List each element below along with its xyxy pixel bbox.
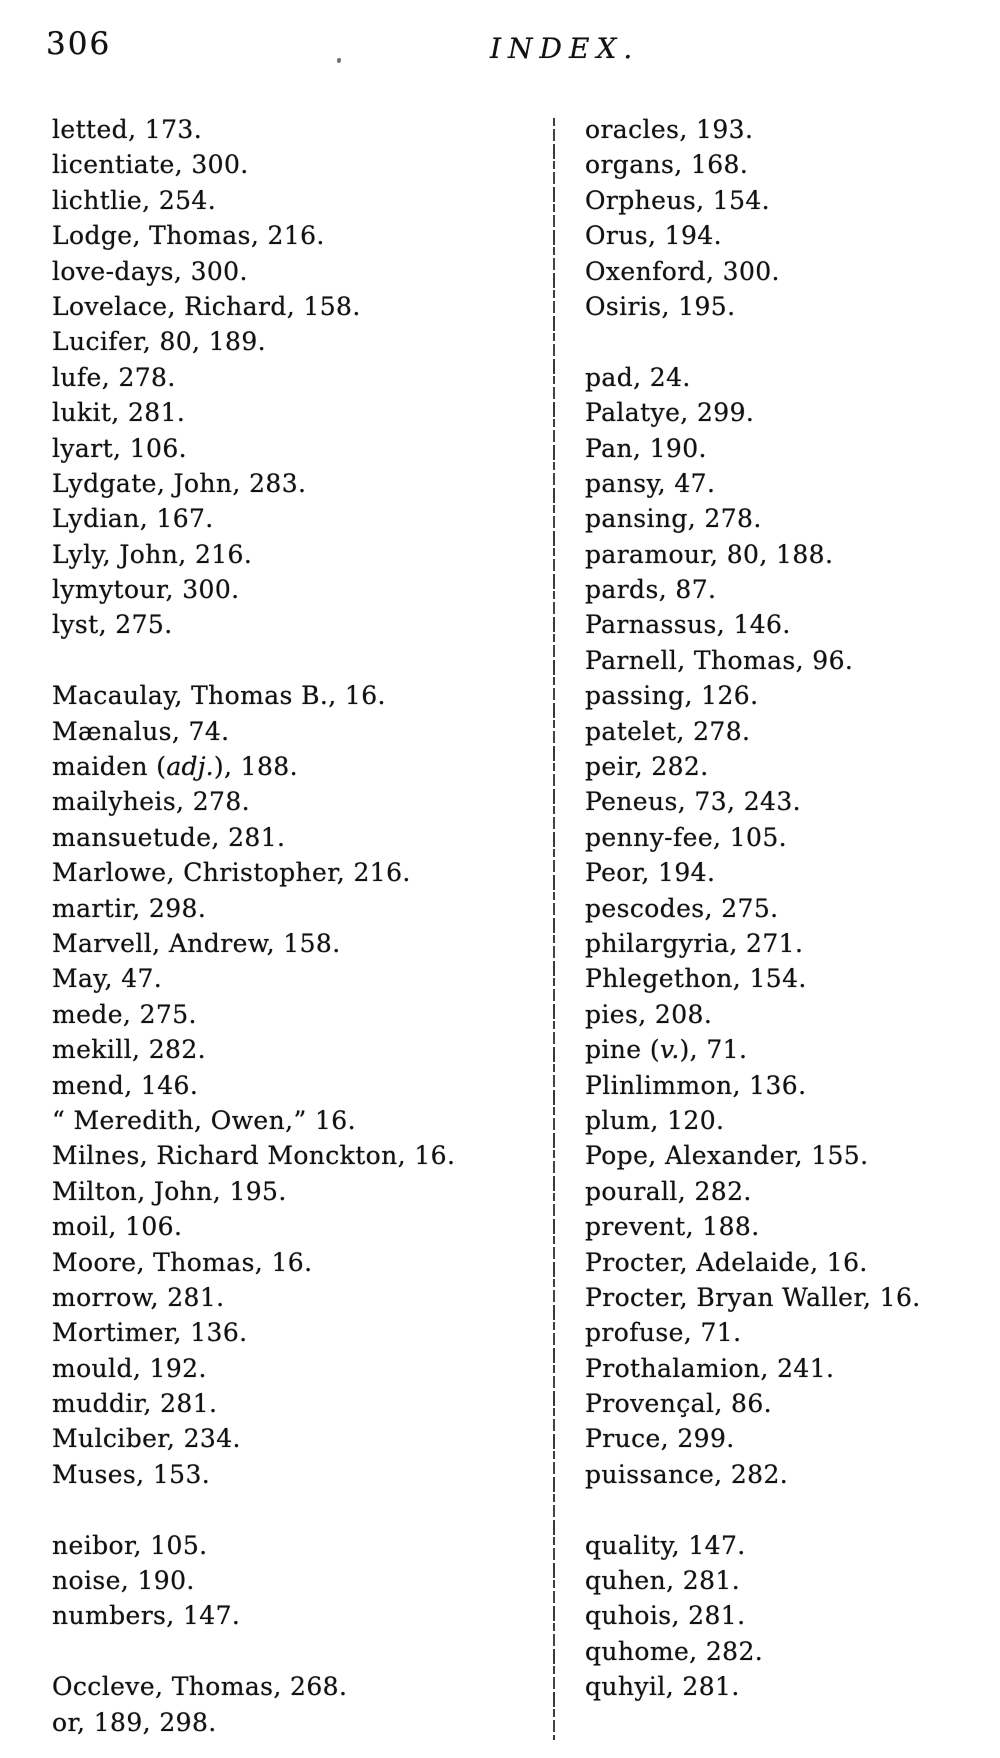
index-entry: quhyil, 281.: [585, 1672, 740, 1702]
index-entry: paramour, 80, 188.: [585, 539, 834, 569]
index-entry: mend, 146.: [52, 1070, 199, 1100]
index-entry: Marlowe, Christopher, 216.: [52, 858, 411, 888]
index-entry: mansuetude, 281.: [52, 822, 286, 852]
index-entry: philargyria, 271.: [585, 928, 804, 958]
index-entry: Muses, 153.: [52, 1459, 211, 1489]
index-entry: muddir, 281.: [52, 1389, 218, 1419]
index-entry: Oxenford, 300.: [585, 256, 780, 286]
index-entry: plum, 120.: [585, 1105, 725, 1135]
index-entry: lyst, 275.: [52, 610, 173, 640]
index-entry: Moore, Thomas, 16.: [52, 1247, 313, 1277]
column-gap: [585, 324, 985, 359]
index-entry: Pan, 190.: [585, 433, 707, 463]
ink-speck: [337, 58, 341, 63]
column-gap: [52, 1492, 522, 1527]
index-entry: letted, 173.: [52, 115, 203, 144]
index-entry: prevent, 188.: [585, 1212, 760, 1242]
column-gap: [52, 643, 522, 678]
index-entry: Mænalus, 74.: [52, 716, 230, 746]
index-entry: noise, 190.: [52, 1566, 195, 1596]
index-entry: Pope, Alexander, 155.: [585, 1141, 869, 1171]
index-entry: lyart, 106.: [52, 433, 187, 463]
index-entry: pansy, 47.: [585, 468, 716, 498]
index-entry: morrow, 281.: [52, 1282, 225, 1312]
index-column-left: [52, 112, 522, 1740]
index-entry: Procter, Bryan Waller, 16.: [585, 1282, 921, 1312]
index-entry: Milton, John, 195.: [52, 1176, 287, 1206]
index-entry: Lucifer, 80, 189.: [52, 327, 267, 357]
page-number: 306: [46, 26, 112, 62]
index-entry: Parnell, Thomas, 96.: [585, 645, 854, 675]
index-entry: Peor, 194.: [585, 858, 716, 888]
index-entry: Orpheus, 154.: [585, 185, 771, 215]
index-entry: pad, 24.: [585, 362, 691, 392]
index-entry: Provençal, 86.: [585, 1389, 772, 1419]
index-entry: Marvell, Andrew, 158.: [52, 928, 341, 958]
index-entry: penny-fee, 105.: [585, 822, 787, 852]
index-entry: pine (v.), 71.: [585, 1035, 748, 1065]
index-entry: Lovelace, Richard, 158.: [52, 291, 361, 321]
index-entry: puissance, 282.: [585, 1459, 789, 1489]
index-entry: mould, 192.: [52, 1353, 207, 1383]
index-entry: licentiate, 300.: [52, 150, 249, 180]
column-divider: [553, 118, 555, 1740]
index-entry: passing, 126.: [585, 681, 759, 711]
index-entry: or, 189, 298.: [52, 1707, 217, 1737]
index-entry: Parnassus, 146.: [585, 610, 791, 640]
index-entry: Lodge, Thomas, 216.: [52, 221, 325, 251]
index-entry: Pruce, 299.: [585, 1424, 735, 1454]
index-entry: Lydian, 167.: [52, 504, 214, 534]
index-entry: moil, 106.: [52, 1212, 183, 1242]
index-entry: pies, 208.: [585, 999, 713, 1029]
page-header-title: INDEX.: [490, 32, 640, 65]
index-entry: peir, 282.: [585, 752, 709, 782]
index-entry: mekill, 282.: [52, 1035, 206, 1065]
index-entry: oracles, 193.: [585, 115, 754, 144]
index-entry: pansing, 278.: [585, 504, 762, 534]
index-entry: “ Meredith, Owen,” 16.: [52, 1105, 356, 1135]
index-entry: organs, 168.: [585, 150, 749, 180]
index-entry: May, 47.: [52, 964, 163, 994]
index-entry: Lydgate, John, 283.: [52, 468, 307, 498]
index-entry: quality, 147.: [585, 1530, 746, 1560]
index-entry: mailyheis, 278.: [52, 787, 251, 817]
index-entry: lymytour, 300.: [52, 575, 240, 605]
index-entry: lufe, 278.: [52, 362, 176, 392]
index-column-right: [585, 112, 985, 1705]
index-entry: Phlegethon, 154.: [585, 964, 807, 994]
index-entry: Mortimer, 136.: [52, 1318, 248, 1348]
column-gap: [52, 1634, 522, 1669]
index-entry: lukit, 281.: [52, 398, 186, 428]
index-entry: Milnes, Richard Monckton, 16.: [52, 1141, 456, 1171]
index-entry: Peneus, 73, 243.: [585, 787, 801, 817]
index-entry: quhen, 281.: [585, 1566, 741, 1596]
index-entry: maiden (adj.), 188.: [52, 752, 298, 782]
column-gap: [585, 1492, 985, 1527]
index-entry: quhois, 281.: [585, 1601, 746, 1631]
index-entry: lichtlie, 254.: [52, 185, 217, 215]
index-entry: patelet, 278.: [585, 716, 751, 746]
index-entry: Lyly, John, 216.: [52, 539, 253, 569]
index-entry: profuse, 71.: [585, 1318, 742, 1348]
index-entry: Mulciber, 234.: [52, 1424, 241, 1454]
index-entry: Plinlimmon, 136.: [585, 1070, 807, 1100]
index-entry: martir, 298.: [52, 893, 207, 923]
index-entry: Palatye, 299.: [585, 398, 755, 428]
index-entry: pourall, 282.: [585, 1176, 752, 1206]
index-entry: Occleve, Thomas, 268.: [52, 1672, 348, 1702]
index-entry: Osiris, 195.: [585, 291, 736, 321]
index-entry: pescodes, 275.: [585, 893, 779, 923]
index-entry: Prothalamion, 241.: [585, 1353, 835, 1383]
index-entry: neibor, 105.: [52, 1530, 208, 1560]
index-entry: Macaulay, Thomas B., 16.: [52, 681, 386, 711]
index-entry: mede, 275.: [52, 999, 197, 1029]
index-entry: Procter, Adelaide, 16.: [585, 1247, 868, 1277]
index-entry: Orus, 194.: [585, 221, 722, 251]
index-entry: quhome, 282.: [585, 1636, 764, 1666]
index-entry: pards, 87.: [585, 575, 717, 605]
index-entry: numbers, 147.: [52, 1601, 241, 1631]
index-entry: love-days, 300.: [52, 256, 248, 286]
